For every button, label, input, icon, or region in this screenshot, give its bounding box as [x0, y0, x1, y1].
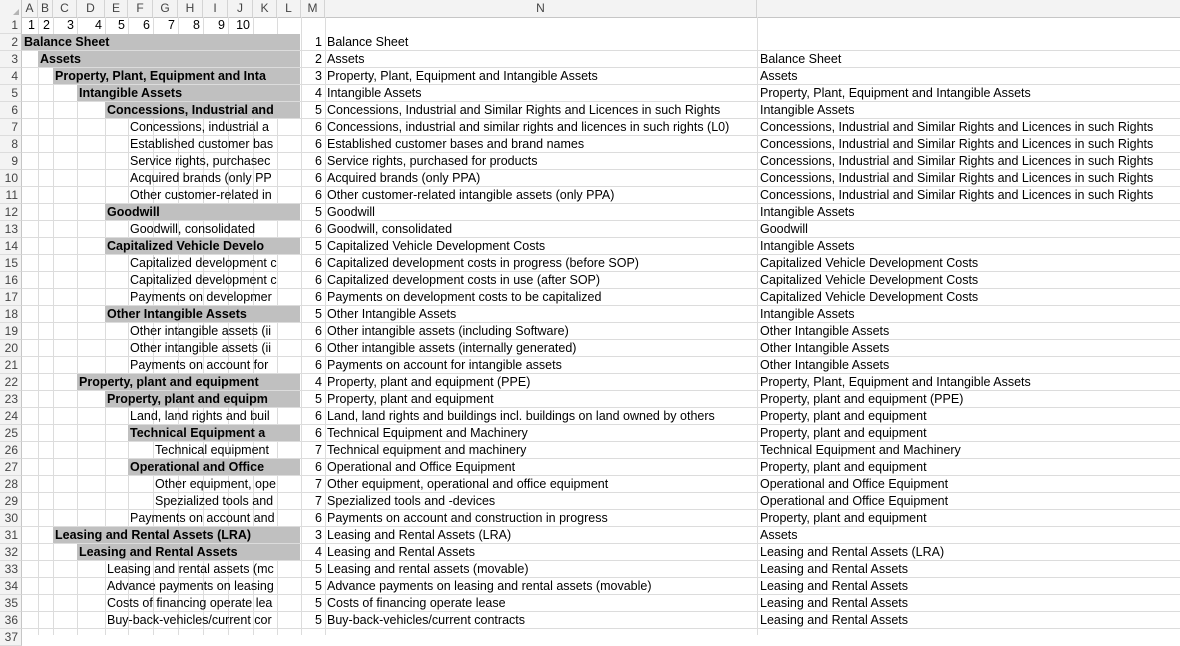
parent-cell[interactable]: Capitalized Vehicle Development Costs	[760, 290, 979, 304]
parent-cell[interactable]: Operational and Office Equipment	[760, 494, 949, 508]
name-cell[interactable]: Spezialized tools and -devices	[327, 494, 496, 508]
column-header-k[interactable]: K	[253, 0, 277, 17]
label-cell[interactable]: Leasing and Rental Assets	[77, 544, 300, 561]
name-cell[interactable]: Balance Sheet	[327, 35, 409, 49]
parent-cell[interactable]: Intangible Assets	[760, 239, 855, 253]
row-header[interactable]: 33	[0, 561, 22, 578]
name-cell[interactable]: Other intangible assets (including Software)	[327, 324, 569, 338]
column-header-c[interactable]: C	[53, 0, 77, 17]
name-cell[interactable]: Payments on account and construction in progress	[327, 511, 608, 525]
row-header[interactable]: 3	[0, 51, 22, 68]
label-cell[interactable]: Capitalized Vehicle Develo	[105, 238, 300, 255]
label-cell[interactable]: Operational and Office	[128, 459, 300, 476]
label-cell[interactable]: Intangible Assets	[77, 85, 300, 102]
label-cell[interactable]: Technical equipment	[155, 443, 269, 457]
row-header[interactable]: 2	[0, 34, 22, 51]
parent-cell[interactable]: Property, Plant, Equipment and Intangible Assets	[760, 375, 1031, 389]
select-all-corner[interactable]	[0, 0, 22, 17]
row-header[interactable]: 32	[0, 544, 22, 561]
cell-row1[interactable]: 3	[67, 18, 74, 32]
level-cell[interactable]: 5	[315, 103, 322, 117]
parent-cell[interactable]: Capitalized Vehicle Development Costs	[760, 256, 979, 270]
level-cell[interactable]: 5	[315, 613, 322, 627]
level-cell[interactable]: 4	[315, 375, 322, 389]
parent-cell[interactable]: Technical Equipment and Machinery	[760, 443, 961, 457]
parent-cell[interactable]: Concessions, Industrial and Similar Rights and Licences in such Rights	[760, 188, 1154, 202]
name-cell[interactable]: Intangible Assets	[327, 86, 422, 100]
level-cell[interactable]: 6	[315, 154, 322, 168]
parent-cell[interactable]: Concessions, Industrial and Similar Rights and Licences in such Rights	[760, 171, 1154, 185]
label-cell[interactable]: Other equipment, ope	[155, 477, 276, 491]
row-header[interactable]: 21	[0, 357, 22, 374]
label-cell[interactable]: Property, plant and equipm	[105, 391, 300, 408]
level-cell[interactable]: 6	[315, 460, 322, 474]
label-cell[interactable]: Acquired brands (only PP	[130, 171, 272, 185]
name-cell[interactable]: Capitalized Vehicle Development Costs	[327, 239, 546, 253]
level-cell[interactable]: 6	[315, 409, 322, 423]
name-cell[interactable]: Other Intangible Assets	[327, 307, 457, 321]
parent-cell[interactable]: Operational and Office Equipment	[760, 477, 949, 491]
label-cell[interactable]: Payments on developmer	[130, 290, 272, 304]
row-header[interactable]: 11	[0, 187, 22, 204]
parent-cell[interactable]: Intangible Assets	[760, 103, 855, 117]
parent-cell[interactable]: Concessions, Industrial and Similar Rights and Licences in such Rights	[760, 137, 1154, 151]
column-header-n[interactable]: N	[325, 0, 757, 17]
name-cell[interactable]: Goodwill	[327, 205, 375, 219]
level-cell[interactable]: 5	[315, 562, 322, 576]
label-cell[interactable]: Concessions, Industrial and	[105, 102, 300, 119]
row-header[interactable]: 19	[0, 323, 22, 340]
name-cell[interactable]: Capitalized development costs in use (after SOP)	[327, 273, 601, 287]
label-cell[interactable]: Payments on account for	[130, 358, 269, 372]
level-cell[interactable]: 4	[315, 545, 322, 559]
name-cell[interactable]: Leasing and Rental Assets	[327, 545, 476, 559]
level-cell[interactable]: 7	[315, 494, 322, 508]
level-cell[interactable]: 6	[315, 171, 322, 185]
parent-cell[interactable]: Leasing and Rental Assets	[760, 579, 909, 593]
level-cell[interactable]: 6	[315, 341, 322, 355]
label-cell[interactable]: Other intangible assets (ii	[130, 324, 272, 338]
label-cell[interactable]: Capitalized development c	[130, 273, 277, 287]
row-header[interactable]: 17	[0, 289, 22, 306]
row-header[interactable]: 6	[0, 102, 22, 119]
column-header-b[interactable]: B	[38, 0, 53, 17]
level-cell[interactable]: 7	[315, 477, 322, 491]
row-header[interactable]: 24	[0, 408, 22, 425]
name-cell[interactable]: Other customer-related intangible assets (only PPA)	[327, 188, 615, 202]
parent-cell[interactable]: Leasing and Rental Assets	[760, 562, 909, 576]
level-cell[interactable]: 5	[315, 239, 322, 253]
column-header-g[interactable]: G	[153, 0, 178, 17]
column-header-d[interactable]: D	[77, 0, 105, 17]
row-header[interactable]: 26	[0, 442, 22, 459]
row-header[interactable]: 10	[0, 170, 22, 187]
name-cell[interactable]: Other equipment, operational and office equipment	[327, 477, 609, 491]
name-cell[interactable]: Established customer bases and brand names	[327, 137, 585, 151]
level-cell[interactable]: 2	[315, 52, 322, 66]
cell-row1[interactable]: 7	[168, 18, 175, 32]
name-cell[interactable]: Assets	[327, 52, 365, 66]
label-cell[interactable]: Other Intangible Assets	[105, 306, 300, 323]
parent-cell[interactable]	[757, 34, 1180, 51]
name-cell[interactable]: Property, plant and equipment	[327, 392, 494, 406]
parent-cell[interactable]: Leasing and Rental Assets (LRA)	[760, 545, 945, 559]
column-header-j[interactable]: J	[228, 0, 253, 17]
parent-cell[interactable]: Property, plant and equipment	[760, 426, 927, 440]
name-cell[interactable]: Leasing and Rental Assets (LRA)	[327, 528, 512, 542]
label-cell[interactable]: Costs of financing operate lea	[107, 596, 273, 610]
name-cell[interactable]: Leasing and rental assets (movable)	[327, 562, 529, 576]
column-header-l[interactable]: L	[277, 0, 301, 17]
level-cell[interactable]: 5	[315, 596, 322, 610]
row-header[interactable]: 23	[0, 391, 22, 408]
level-cell[interactable]: 6	[315, 324, 322, 338]
row-header[interactable]: 18	[0, 306, 22, 323]
column-header-i[interactable]: I	[203, 0, 228, 17]
row-header[interactable]: 14	[0, 238, 22, 255]
row-header-1[interactable]: 1	[0, 17, 22, 34]
row-header[interactable]: 9	[0, 153, 22, 170]
name-cell[interactable]: Advance payments on leasing and rental assets (movable)	[327, 579, 652, 593]
column-header-m[interactable]: M	[301, 0, 325, 17]
label-cell[interactable]: Leasing and Rental Assets (LRA)	[53, 527, 300, 544]
level-cell[interactable]: 3	[315, 69, 322, 83]
label-cell[interactable]: Established customer bas	[130, 137, 274, 151]
parent-cell[interactable]: Balance Sheet	[760, 52, 842, 66]
row-header[interactable]: 30	[0, 510, 22, 527]
row-header[interactable]: 29	[0, 493, 22, 510]
level-cell[interactable]: 5	[315, 205, 322, 219]
level-cell[interactable]: 6	[315, 426, 322, 440]
label-cell[interactable]: Assets	[38, 51, 300, 68]
row-header[interactable]: 28	[0, 476, 22, 493]
label-cell[interactable]: Goodwill, consolidated	[130, 222, 256, 236]
level-cell[interactable]: 7	[315, 443, 322, 457]
row-header[interactable]: 31	[0, 527, 22, 544]
cell-row1[interactable]: 6	[143, 18, 150, 32]
name-cell[interactable]: Payments on account for intangible assets	[327, 358, 562, 372]
name-cell[interactable]: Technical equipment and machinery	[327, 443, 527, 457]
cell-row1[interactable]: 1	[28, 18, 35, 32]
column-header-f[interactable]: F	[128, 0, 153, 17]
level-cell[interactable]: 5	[315, 579, 322, 593]
row-header[interactable]: 16	[0, 272, 22, 289]
parent-cell[interactable]: Intangible Assets	[760, 205, 855, 219]
level-cell[interactable]: 6	[315, 273, 322, 287]
row-header[interactable]: 8	[0, 136, 22, 153]
row-header[interactable]: 37	[0, 629, 22, 646]
level-cell[interactable]: 6	[315, 358, 322, 372]
parent-cell[interactable]: Concessions, Industrial and Similar Rights and Licences in such Rights	[760, 154, 1154, 168]
row-header[interactable]: 12	[0, 204, 22, 221]
name-cell[interactable]: Concessions, industrial and similar rights and licences in such rights (L0)	[327, 120, 730, 134]
row-header[interactable]: 34	[0, 578, 22, 595]
parent-cell[interactable]: Goodwill	[760, 222, 808, 236]
gridline	[22, 628, 1180, 629]
name-cell[interactable]: Property, plant and equipment (PPE)	[327, 375, 531, 389]
cell-row1[interactable]: 10	[236, 18, 250, 32]
parent-cell[interactable]: Other Intangible Assets	[760, 341, 890, 355]
name-cell[interactable]: Costs of financing operate lease	[327, 596, 506, 610]
cell-row1[interactable]: 4	[95, 18, 102, 32]
name-cell[interactable]: Operational and Office Equipment	[327, 460, 516, 474]
label-cell[interactable]: Buy-back-vehicles/current cor	[107, 613, 272, 627]
column-header-e[interactable]: E	[105, 0, 128, 17]
name-cell[interactable]: Goodwill, consolidated	[327, 222, 453, 236]
level-cell[interactable]: 5	[315, 307, 322, 321]
row-header[interactable]: 20	[0, 340, 22, 357]
level-cell[interactable]: 6	[315, 222, 322, 236]
cell-row1[interactable]: 8	[193, 18, 200, 32]
label-cell[interactable]: Technical Equipment a	[128, 425, 300, 442]
level-cell[interactable]: 1	[315, 35, 322, 49]
row-header[interactable]: 4	[0, 68, 22, 85]
parent-cell[interactable]: Assets	[760, 528, 798, 542]
label-cell[interactable]: Land, land rights and buil	[130, 409, 270, 423]
label-cell[interactable]: Goodwill	[105, 204, 300, 221]
parent-cell[interactable]: Property, Plant, Equipment and Intangible Assets	[760, 86, 1031, 100]
parent-cell[interactable]: Capitalized Vehicle Development Costs	[760, 273, 979, 287]
cell-row1[interactable]: 2	[43, 18, 50, 32]
name-cell[interactable]: Capitalized development costs in progress (before SOP)	[327, 256, 639, 270]
row-header[interactable]: 13	[0, 221, 22, 238]
row-header[interactable]: 25	[0, 425, 22, 442]
column-header-row	[0, 0, 1180, 18]
name-cell[interactable]: Concessions, Industrial and Similar Rights and Licences in such Rights	[327, 103, 721, 117]
column-header-a[interactable]: A	[22, 0, 38, 17]
parent-cell[interactable]: Property, plant and equipment	[760, 460, 927, 474]
level-cell[interactable]: 6	[315, 511, 322, 525]
parent-cell[interactable]: Other Intangible Assets	[760, 358, 890, 372]
cell-row1[interactable]: 9	[218, 18, 225, 32]
label-cell[interactable]: Capitalized development c	[130, 256, 277, 270]
name-cell[interactable]: Acquired brands (only PPA)	[327, 171, 481, 185]
label-cell[interactable]: Leasing and rental assets (mc	[107, 562, 274, 576]
level-cell[interactable]: 6	[315, 120, 322, 134]
row-header[interactable]: 22	[0, 374, 22, 391]
label-cell[interactable]: Spezialized tools and	[155, 494, 274, 508]
parent-cell[interactable]: Other Intangible Assets	[760, 324, 890, 338]
row-header[interactable]: 7	[0, 119, 22, 136]
cell-row1[interactable]: 5	[118, 18, 125, 32]
label-cell[interactable]: Balance Sheet	[22, 34, 300, 51]
level-cell[interactable]: 4	[315, 86, 322, 100]
parent-cell[interactable]: Intangible Assets	[760, 307, 855, 321]
name-cell[interactable]: Service rights, purchased for products	[327, 154, 538, 168]
name-cell[interactable]: Technical Equipment and Machinery	[327, 426, 528, 440]
name-cell[interactable]: Property, Plant, Equipment and Intangible Assets	[327, 69, 598, 83]
parent-cell[interactable]: Property, plant and equipment	[760, 409, 927, 423]
level-cell[interactable]: 6	[315, 188, 322, 202]
level-cell[interactable]: 6	[315, 256, 322, 270]
label-cell[interactable]: Service rights, purchasec	[130, 154, 271, 168]
row-header[interactable]: 27	[0, 459, 22, 476]
label-cell[interactable]: Property, plant and equipment	[77, 374, 300, 391]
label-cell[interactable]: Other customer-related in	[130, 188, 272, 202]
name-cell[interactable]: Buy-back-vehicles/current contracts	[327, 613, 525, 627]
level-cell[interactable]: 6	[315, 137, 322, 151]
label-cell[interactable]: Concessions, industrial a	[130, 120, 269, 134]
name-cell[interactable]: Payments on development costs to be capitalized	[327, 290, 602, 304]
row-header[interactable]: 15	[0, 255, 22, 272]
level-cell[interactable]: 5	[315, 392, 322, 406]
row-header[interactable]: 36	[0, 612, 22, 629]
label-cell[interactable]: Payments on account and	[130, 511, 275, 525]
label-cell[interactable]: Other intangible assets (ii	[130, 341, 272, 355]
label-cell[interactable]: Advance payments on leasing	[107, 579, 274, 593]
parent-cell[interactable]: Property, plant and equipment (PPE)	[760, 392, 964, 406]
parent-cell[interactable]: Concessions, Industrial and Similar Rights and Licences in such Rights	[760, 120, 1154, 134]
parent-cell[interactable]: Assets	[760, 69, 798, 83]
row-header[interactable]: 35	[0, 595, 22, 612]
parent-cell[interactable]: Leasing and Rental Assets	[760, 596, 909, 610]
label-cell[interactable]: Property, Plant, Equipment and Inta	[53, 68, 300, 85]
row-header[interactable]: 5	[0, 85, 22, 102]
level-cell[interactable]: 6	[315, 290, 322, 304]
level-cell[interactable]: 3	[315, 528, 322, 542]
parent-cell[interactable]: Property, plant and equipment	[760, 511, 927, 525]
name-cell[interactable]: Land, land rights and buildings incl. buildings on land owned by others	[327, 409, 715, 423]
parent-cell[interactable]: Leasing and Rental Assets	[760, 613, 909, 627]
column-header-h[interactable]: H	[178, 0, 203, 17]
name-cell[interactable]: Other intangible assets (internally generated)	[327, 341, 577, 355]
